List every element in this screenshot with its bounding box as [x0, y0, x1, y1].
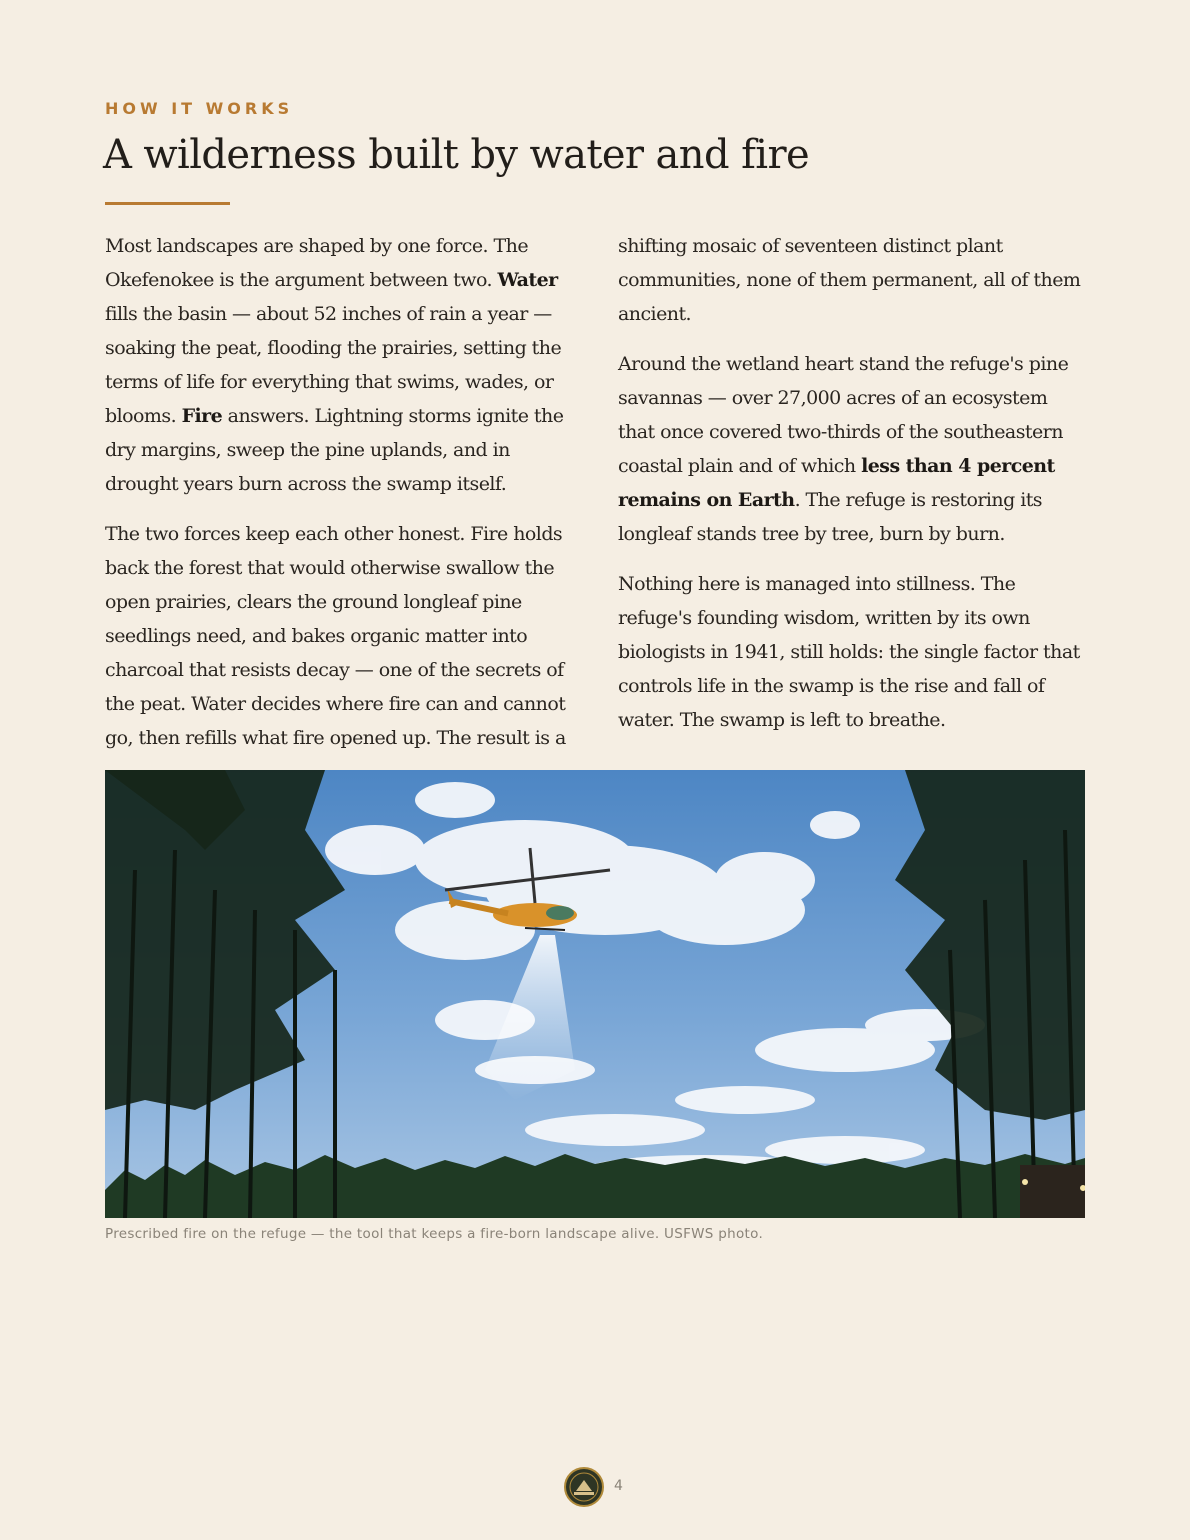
eyebrow-label: HOW IT WORKS	[105, 99, 294, 118]
bold-term: less than 4 percent remains on Earth	[618, 455, 1055, 511]
text-column-right	[618, 229, 1088, 753]
bold-term: Water	[497, 269, 558, 291]
paragraph-text: Most landscapes are shaped by one force. The Okefenokee is the argument between two.	[105, 235, 529, 291]
paragraph	[105, 229, 575, 501]
text-column-left	[105, 229, 575, 771]
helicopter-photo	[105, 770, 1085, 1218]
paragraph-text: answers. Lightning storms ignite the dry margins, sweep the pine uplands, and in drought years burn across the swamp itself.	[105, 405, 564, 495]
paragraph	[618, 347, 1088, 551]
paragraph-text: . The refuge is restoring its longleaf stands tree by tree, burn by burn.	[618, 489, 1043, 545]
blackwater-seal-icon	[564, 1467, 604, 1507]
page-number: 4	[614, 1478, 623, 1494]
paragraph: The two forces keep each other honest. Fire holds back the forest that would otherwise swallow the open prairies, clears the ground longleaf pine seedlings need, and bakes organic matter into charcoal that resists decay — one of the secrets of the peat. Water decides where fire can and cannot go, then refills what fire opened up. The result is a	[105, 523, 566, 749]
photo-caption: Prescribed fire on the refuge — the tool that keeps a fire-born landscape alive. USFWS photo.	[105, 1226, 764, 1242]
title-underline	[105, 202, 230, 205]
paragraph-text: Around the wetland heart stand the refuge's pine savannas — over 27,000 acres of an ecosystem that once covered two-thirds of the southeastern coastal plain and of which	[618, 353, 1069, 477]
bold-term: Fire	[181, 405, 223, 427]
page-title: A wilderness built by water and fire	[103, 132, 810, 178]
paragraph: shifting mosaic of seventeen distinct plant communities, none of them permanent, all of them ancient.	[618, 235, 1081, 325]
paragraph: Nothing here is managed into stillness. The refuge's founding wisdom, written by its own biologists in 1941, still holds: the single factor that controls life in the swamp is the rise and fall of water. The swamp is left to breathe.	[618, 573, 1080, 731]
paragraph-text: fills the basin — about 52 inches of rain a year — soaking the peat, flooding the prairies, setting the terms of life for everything that swims, wades, or blooms.	[105, 303, 562, 427]
